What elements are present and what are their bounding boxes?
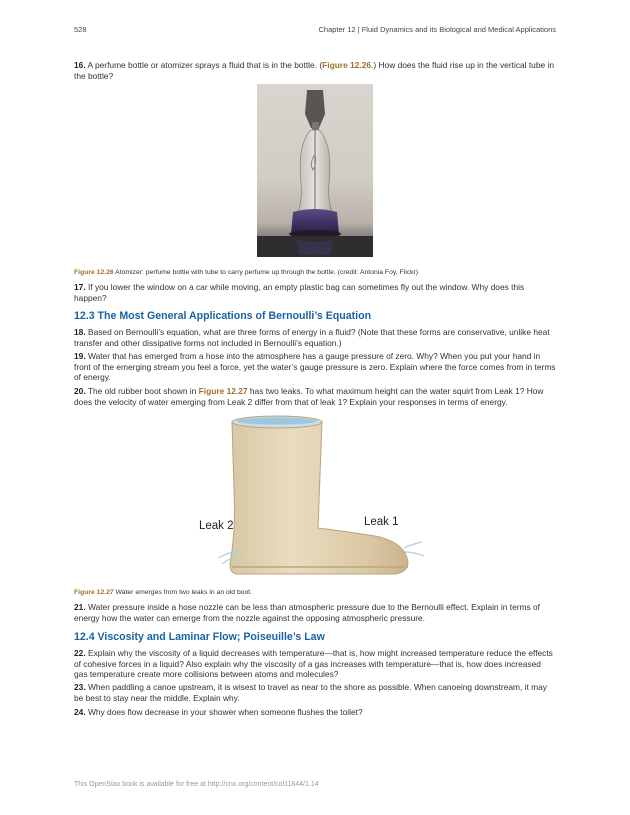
question-text: Water pressure inside a hose nozzle can be less than atmospheric pressure due to the Bernoulli effect. Explain in terms of energy how the water can emerge from the nozzle against the opposing atmospheric pressure. xyxy=(74,602,541,623)
question-text: Explain why the viscosity of a liquid decreases with temperature—that is, how might increased temperature reduce the effects of cohesive forces in a liquid? Also explain why the viscosity of a gas increases with temperature—that is, how does increased gas temperature create more collisions between atoms and molecules? xyxy=(74,648,553,680)
question-16 xyxy=(74,60,556,81)
question-number: 22. xyxy=(74,648,86,658)
question-text: A perfume bottle or atomizer sprays a fluid that is in the bottle. ( xyxy=(87,60,323,70)
figure-12-27-link[interactable]: Figure 12.27 xyxy=(198,386,248,396)
question-18 xyxy=(74,327,556,348)
question-text: Based on Bernoulli’s equation, what are three forms of energy in a fluid? (Note that these forms are conservative, unlike heat transfer and other dissipative forms not included in Bernoulli’s equation.) xyxy=(74,327,550,348)
question-24 xyxy=(74,707,556,718)
question-23 xyxy=(74,682,556,703)
atomizer-photo xyxy=(257,84,373,257)
figure-label: Figure 12.26 xyxy=(74,269,114,276)
question-text: Water that has emerged from a hose into the atmosphere has a gauge pressure of zero. Why? When you put your hand in front of the emerging stream you feel a force, yet the water’s gauge pressure is zero. Explain where the force comes from in terms of energy. xyxy=(74,351,556,383)
leaky-boot-illustration xyxy=(190,410,440,582)
question-21 xyxy=(74,602,556,623)
figure-12-26-caption xyxy=(74,268,556,277)
caption-text: Atomizer: perfume bottle with tube to carry perfume up through the bottle. (credit: Antonia Foy, Flickr) xyxy=(113,269,419,276)
question-17 xyxy=(74,282,556,303)
question-text: Why does flow decrease in your shower when someone flushes the toilet? xyxy=(87,707,363,717)
page-footer: This OpenStax book is available for free at http://cnx.org/content/col11844/1.14 xyxy=(74,781,319,788)
figure-12-27-caption xyxy=(74,588,556,597)
question-19 xyxy=(74,351,556,383)
caption-text: Water emerges from two leaks in an old boot. xyxy=(113,589,253,596)
question-number: 18. xyxy=(74,327,86,337)
question-text: If you lower the window on a car while moving, an empty plastic bag can sometimes fly out the window. Why does this happen? xyxy=(74,282,525,303)
question-number: 21. xyxy=(74,602,86,612)
page-number: 528 xyxy=(74,25,87,34)
question-text: The old rubber boot shown in xyxy=(87,386,199,396)
figure-label: Figure 12.27 xyxy=(74,589,114,596)
question-number: 17. xyxy=(74,282,86,292)
question-number: 23. xyxy=(74,682,86,692)
question-22 xyxy=(74,648,556,680)
running-head: Chapter 12 | Fluid Dynamics and its Biological and Medical Applications xyxy=(318,25,556,34)
question-text: .) How does the fluid rise up in the vertical tube in the bottle? xyxy=(74,60,554,81)
question-text: When paddling a canoe upstream, it is wisest to travel as near to the shore as possible. When canoeing downstream, it may be best to stay near the middle. Explain why. xyxy=(74,682,547,703)
question-20 xyxy=(74,386,556,407)
leak-1-label: Leak 1 xyxy=(364,516,399,528)
question-number: 20. xyxy=(74,386,86,396)
question-text: has two leaks. To what maximum height can the water squirt from Leak 1? How does the velocity of water emerging from Leak 2 differ from that of leak 1? Explain your responses in terms of energy. xyxy=(74,386,544,407)
question-number: 19. xyxy=(74,351,86,361)
question-number: 24. xyxy=(74,707,86,717)
leak-2-label: Leak 2 xyxy=(199,520,234,532)
figure-12-26-link[interactable]: Figure 12.26 xyxy=(322,60,372,70)
section-heading-12-3: 12.3 The Most General Applications of Bernoulli’s Equation xyxy=(74,310,372,322)
question-number: 16. xyxy=(74,60,86,70)
section-heading-12-4: 12.4 Viscosity and Laminar Flow; Poiseuille’s Law xyxy=(74,631,325,643)
